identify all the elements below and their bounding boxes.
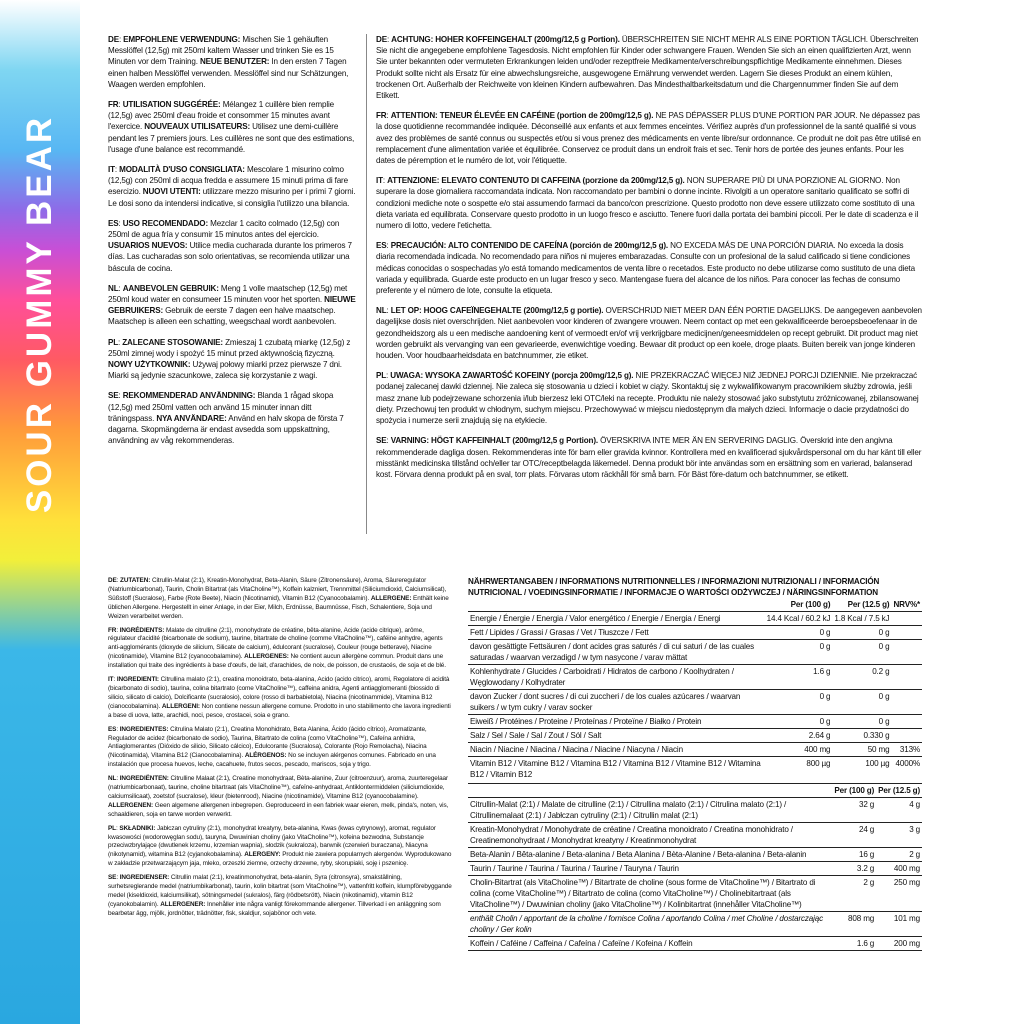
row-label: Kreatin-Monohydrat / Monohydrate de créatine / Creatina monoidrato / Creatina monohidrato / Creatinemonohydraat / Monohydrat kreatyny / Kreatinmonohydrat bbox=[468, 823, 832, 848]
row-value: 0 g bbox=[765, 626, 833, 640]
table-row bbox=[468, 612, 922, 626]
lang-code: ES bbox=[108, 725, 117, 733]
table-row bbox=[468, 912, 922, 937]
table-row bbox=[468, 626, 922, 640]
section-text: Mezclar 1 cacito colmado (12,5g) con 250ml de agua fría y consumir 15 minutos antes del ejercicio. bbox=[108, 218, 340, 240]
warning-block: DE: ACHTUNG: HOHER KOFFEINGEHALT (200mg/12,5 g Portion). ÜBERSCHREITEN SIE NICHT MEHR ALS EINE PORTION TÄGLICH. Überschreiten Sie nicht die angegebene empfohlene Tagesdosis. Nicht empfohlen für Kinder oder schwangere Frauen. Wenden Sie sich an einen qualifizierten Arzt, wenn Sie unter bekannten oder vermuteten Erkrankungen leiden und/oder rezeptfreie Medikamente/verschreibungspflichtige Medikamente einnehmen. Dieses Produkt sollte nicht als Ersatz für eine abwechslungsreiche, ausgewogene Ernährung verwendet werden. Lagern Sie dieses Produkt an einem kühlen, trockenen Ort. Außerhalb der Reichweite von kleinen Kindern aufbewahren. Das Mindesthaltbarkeitsdatum und die Chargennummer finden Sie auf dem Etikett. bbox=[376, 35, 919, 101]
usage-column bbox=[108, 34, 358, 456]
allergen-text: Geen algemene allergenen inbegrepen. Geproduceerd in een fabriek waar eieren, melk, pinda's, noten, vis, schaaldieren, soja en tarwe worden verwerkt. bbox=[108, 801, 449, 818]
lang-code: FR bbox=[108, 626, 117, 634]
ingredients-section bbox=[108, 577, 453, 924]
row-value: 0 g bbox=[765, 715, 833, 729]
ingredient-block: FR: INGRÉDIENTS: Malate de citrulline (2:1), monohydrate de créatine, bêta-alanine, Acide (acide citrique), arôme, régulateur d'acidité (bicarbonate de sodium), taurine, bitartrate de choline (comme VitaCholine™), caféine anhydre, agents anti-agglomérants (dioxyde de silicium, Silicate de calcium), édulcorant (sucralose), Couleur (rouge betterave), Niacine (nicotinamide), Vitamine B12 (cyanocobalamine). ALLERGENES: Ne contient aucun allergène commun. Produit dans une installation qui traite des ingrédients à base d'œufs, de lait, d'arachides, de noix, de poisson, de crustacés, de soja et de blé. bbox=[108, 626, 446, 670]
section-heading: INGREDIËNTEN: bbox=[119, 775, 169, 783]
nutrition-section bbox=[468, 576, 922, 953]
row-value: 0 g bbox=[832, 690, 891, 715]
row-value: 50 mg bbox=[832, 743, 891, 757]
row-value: 14.4 Kcal / 60.2 kJ bbox=[765, 612, 833, 626]
lang-code: NL bbox=[108, 775, 117, 783]
table-row bbox=[468, 823, 922, 848]
row-value: 200 mg bbox=[876, 937, 922, 951]
allergen-label: ALLERGENE: bbox=[370, 594, 412, 602]
table-row bbox=[468, 665, 922, 690]
section-heading: USO RECOMENDADO: bbox=[122, 218, 208, 228]
row-value: 0 g bbox=[832, 715, 891, 729]
section-text: Citrullin malat (2:1), kreatinmonohydrat, beta-alanin, Syra (citronsyra), smakställning, surhetsreglerande medel (natriumbikarbonat), taurin, kolin bitartrat (som VitaCholine™), vattenfritt koffein, klumpförebyggande medel (kiseldioxid, kalciumsilikat), sötningsmedel (sukralos), färg (rödbetsrött), Niacin (nikotinamid), vitamin B12 (cyanokobalamin). bbox=[108, 874, 452, 908]
ingredient-block: SE: INGREDIENSER: Citrullin malat (2:1), kreatinmonohydrat, beta-alanin, Syra (citronsyra), smakställning, surhetsreglerande medel (natriumbikarbonat), taurin, kolin bitartrat (som VitaCholine™), vattenfritt koffein, klumpförebyggande medel (kiseldioxid, kalciumsilikat), sötningsmedel (sukralos), färg (rödbetsrött), Niacin (nikotinamid), vitamin B12 (cyanokobalamin). ALLERGENER: Innehåller inte några vanligt förekommande allergener. Tillverkad i en anläggning som bearbetar ägg, mjölk, jordnötter, trädnötter, fisk, skaldjur, sojabönor och vete. bbox=[108, 874, 452, 917]
table-end bbox=[468, 951, 922, 954]
row-value bbox=[891, 640, 922, 665]
section-text: NO EXCEDA MÁS DE UNA PORCIÓN DIARIA. No exceda la dosis diaria recomendada indicada. No recomendado para niños ni mujeres embarazadas. Consulte con un profesional de la salud calificado si tiene condiciones médicas conocidas o sospechadas y/o está tomando medicamentos de venta libre o recetados. Este producto no debe utilizarse como sustituto de una dieta variada y equilibrada. Guarde este producto en un lugar fresco y seco. Mantengase fuera del alcance de los niños. Para conocer las fechas de consumo preferente y el número de lote, consulte la etiqueta. bbox=[376, 241, 916, 296]
section-text: Blanda 1 rågad skopa (12,5g) med 250ml vatten och använd 15 minuter innan ditt träningspass. bbox=[108, 391, 334, 423]
row-value: 4 g bbox=[876, 798, 922, 823]
row-label: enthält Cholin / apportant de la choline / fornisce Colina / aportando Colina / met Choline / dostarczając choliny / Ger kolin bbox=[468, 912, 832, 937]
section-text: ÖVERSKRIVA INTE MER ÄN EN SERVERING DAGLIG. Överskrid inte den angivna rekommenderade dagliga dosen. Rekommenderas inte för barn eller gravida kvinnor. Kontrollera med en kvalificerad sjukvårdspersonal om du har känt till eller misstänkt medicinska tillstånd och/eller tar OTC/receptbelagda läkemedel. Denna produkt bör inte användas som en ersättning som en varierad, balanserad kost. Förvara denna produkt på en sval, torr plats. Förvaras utom räckhåll för små barn. För Bäst före-datum och batchnummer, se etikett. bbox=[376, 436, 922, 479]
lang-code: FR bbox=[108, 100, 119, 110]
ingredient-block: NL: INGREDIËNTEN: Citrulline Malaat (2:1), Creatine monohydraat, Bèta-alanine, Zuur (citroenzuur), aroma, zuurteregelaar (natriumbicarbonaat), taurine, choline bitartraat (als VitaCholine™), cafeïne-anhydraat, Antiklontermiddelen (siliciumdioxide, calciumsilicaat), zoetstof (sucralose), kleur (bietenrood), Niacine (nicotinamide), Vitamine B12 (cyanocobalamine). ALLERGENEN: Geen algemene allergenen inbegrepen. Geproduceerd in een fabriek waar eieren, melk, pinda's, noten, vis, schaaldieren, soja en tarwe worden verwerkt. bbox=[108, 775, 449, 818]
row-value: 3 g bbox=[876, 823, 922, 848]
row-value bbox=[891, 715, 922, 729]
row-value: 16 g bbox=[832, 848, 876, 862]
usage-block: IT: MODALITÀ D'USO CONSIGLIATA: Mescolare 1 misurino colmo (12,5g) con 250ml di acqua fredda e assumere 15 minuti prima di fare esercizio. NUOVI UTENTI: utilizzare mezzo misurino per i primi 7 giorni. Le dosi sono da intendersi indicative, si consiglia l'utilizzo una bilancia. bbox=[108, 165, 356, 208]
lang-code: ES bbox=[108, 218, 119, 228]
warning-block: IT: ATTENZIONE: ELEVATO CONTENUTO DI CAFFEINA (porzione da 200mg/12,5 g). NON SUPERARE PIÙ DI UNA PORZIONE AL GIORNO. Non superare la dose giornaliera raccomandata indicata. Non raccomandato per bambini o donne incinte. Rivolgiti a un operatore sanitario qualificato se soffri di condizioni mediche note o sospette e/o stai assumendo farmaci da banco/con prescrizione. Questo prodotto non deve essere utilizzato come sostituto di una dieta variata ed equilibrata. Conservare questo prodotto in un luogo fresco e asciutto. Tenere fuori dalla portata dei bambini piccoli. Per le date di scadenza e il numero di lotto, vedere l'etichetta. bbox=[376, 176, 919, 231]
table-row bbox=[468, 743, 922, 757]
sub-text: In den ersten 7 Tagen einen halben Messlöffel verwenden. Messlöffel sind nur Schätzungen, Waagen werden empfohlen. bbox=[108, 57, 349, 89]
lang-code: NL bbox=[108, 283, 119, 293]
row-value: 0 g bbox=[832, 626, 891, 640]
row-label: Salz / Sel / Sale / Sal / Zout / Sól / Salt bbox=[468, 729, 765, 743]
section-text: NON SUPERARE PIÙ DI UNA PORZIONE AL GIORNO. Non superare la dose giornaliera raccomandata indicata. Non raccomandato per bambini o donne incinte. Rivolgiti a un operatore sanitario qualificato se soffri di condizioni mediche note o sospette e/o stai assumendo farmaci da banco/con prescrizione. Questo prodotto non deve essere utilizzato come sostituto di una dieta variata ed equilibrata. Conservare questo prodotto in un luogo fresco e asciutto. Tenere fuori dalla portata dei bambini piccoli. Per le date di scadenza e il numero di lotto, vedere l'etichetta. bbox=[376, 176, 919, 231]
table-row bbox=[468, 876, 922, 912]
header-spacer bbox=[468, 598, 765, 612]
allergen-text: Non contiene nessun allergene comune. Prodotto in uno stabilimento che lavora ingredienti a base di uova, latte, arachidi, noci, pesce, crostacei, soia e grano. bbox=[108, 702, 451, 719]
lang-code: FR bbox=[376, 111, 387, 121]
nutrition-table bbox=[468, 598, 922, 781]
lang-code: PL bbox=[376, 371, 387, 381]
row-label: Niacin / Niacine / Niacina / Niacina / Niacine / Niacyna / Niacin bbox=[468, 743, 765, 757]
row-value: 0 g bbox=[765, 640, 833, 665]
row-label: Energie / Énergie / Energia / Valor energético / Energie / Energia / Energi bbox=[468, 612, 765, 626]
section-text: Mescolare 1 misurino colmo (12,5g) con 250ml di acqua fredda e assumere 15 minuti prima di fare esercizio. bbox=[108, 165, 348, 197]
row-value: 24 g bbox=[832, 823, 876, 848]
subheading: NIEUWE GEBRUIKERS: bbox=[108, 295, 356, 316]
table-row bbox=[468, 798, 922, 823]
active-ingredients-table bbox=[468, 783, 922, 953]
subheading: NUOVI UTENTI: bbox=[142, 187, 201, 197]
allergen-label: ALÉRGENOS: bbox=[244, 752, 287, 760]
table-row bbox=[468, 937, 922, 951]
subheading: NYA ANVÄNDARE: bbox=[156, 413, 227, 423]
column-header: Per (100 g) bbox=[832, 784, 876, 798]
usage-block: ES: USO RECOMENDADO: Mezclar 1 cacito colmado (12,5g) con 250ml de agua fría y consumir 15 minutos antes del ejercicio. USUARIOS NUEVOS: Utilice media cucharada durante los primeros 7 días. Las cucharadas son solo orientativas, se recomienda utilizar una báscula de cocina. bbox=[108, 218, 352, 273]
row-value bbox=[891, 612, 922, 626]
lang-code: NL bbox=[376, 306, 387, 316]
section-heading: INGREDIENTES: bbox=[119, 725, 169, 733]
table-row bbox=[468, 715, 922, 729]
row-label: Taurin / Taurine / Taurina / Taurina / Taurine / Tauryna / Taurin bbox=[468, 862, 832, 876]
lang-code: SE bbox=[108, 874, 117, 882]
row-value: 313% bbox=[891, 743, 922, 757]
row-label: Vitamin B12 / Vitamine B12 / Vitamina B12 / Vitamina B12 / Vitamine B12 / Witamina B12 / Vitamin B12 bbox=[468, 757, 765, 782]
row-value: 2.64 g bbox=[765, 729, 833, 743]
allergen-label: ALERGENY: bbox=[244, 851, 281, 859]
table-row bbox=[468, 848, 922, 862]
row-value: 101 mg bbox=[876, 912, 922, 937]
table-row bbox=[468, 862, 922, 876]
column-divider bbox=[366, 34, 367, 534]
ingredient-block: IT: INGREDIENTI: Citrullina malato (2:1), creatina monoidrato, beta-alanina, Acido (acido citrico), aromi, Regolatore di acidità (bicarbonato di sodio), taurina, colina bitartrato (come VitaCholine™), caffeina anidra, Agenti antiagglomeranti (biossido di silicio, silicato di calcio), Dolcificante (sucralosio), colore (rosso di barbabietola), Niacina (nicotinammide), Vitamina B12 (cianocobalamina). ALLERGENI: Non contiene nessun allergene comune. Prodotto in uno stabilimento che lavora ingredienti a base di uova, latte, arachidi, noci, pesce, crostacei, soia e grano. bbox=[108, 676, 451, 719]
sub-text: utilizzare mezzo misurino per i primi 7 giorni. Le dosi sono da intendersi indicative, si consiglia l'utilizzo una bilancia. bbox=[108, 187, 356, 208]
row-value bbox=[891, 626, 922, 640]
usage-block: NL: AANBEVOLEN GEBRUIK: Meng 1 volle maatschep (12,5g) met 250ml koud water en consumeer 15 minuten voor het sporten. NIEUWE GEBRUIKERS: Gebruik de eerste 7 dagen een halve maatschep. Maatschep is alleen een schatting, weegschaal wordt aanbevolen. bbox=[108, 283, 356, 327]
row-value: 0.330 g bbox=[832, 729, 891, 743]
column-header: Per (100 g) bbox=[790, 600, 831, 609]
sub-text: Utilisez une demi-cuillère pendant les 7 premiers jours. Les cuillères ne sont que des estimations, l'usage d'une balance est recommandé. bbox=[108, 122, 355, 154]
subheading: USUARIOS NUEVOS: bbox=[108, 241, 188, 251]
row-label: Beta-Alanin / Bêta-alanine / Beta-alanina / Beta Alanina / Bèta-Alanine / Beta-alanina / Beta-alanin bbox=[468, 848, 832, 862]
row-value bbox=[891, 690, 922, 715]
table-header-row bbox=[468, 784, 922, 798]
allergen-text: Ne contient aucun allergène commun. Produit dans une installation qui traite des ingrédients à base d'œufs, de lait, d'arachides, de noix, de poisson, de crustacés, de soja et de blé. bbox=[108, 653, 446, 670]
section-heading: ATTENTION: TENEUR ÉLEVÉE EN CAFÉINE (portion de 200mg/12,5 g). bbox=[390, 111, 654, 121]
nutrition-title: NÄHRWERTANGABEN / INFORMATIONS NUTRITIONNELLES / INFORMAZIONI NUTRIZIONALI / INFORMACIÓN NUTRICIONAL / VOEDINGSINFORMATIE / INFORMACJE O WARTOŚCI ODŻYWCZEJ / NÄRINGSINFORMATION bbox=[468, 577, 880, 597]
usage-block: SE: REKOMMENDERAD ANVÄNDNING: Blanda 1 rågad skopa (12,5g) med 250ml vatten och använd 15 minuter innan ditt träningspass. NYA ANVÄNDARE: Använd en halv skopa de första 7 dagarna. Skopmängderna är endast avsedda som uppskattning, användning av våg rekommenderas. bbox=[108, 391, 344, 446]
section-text: NE PAS DÉPASSER PLUS D'UNE PORTION PAR JOUR. Ne dépassez pas la dose quotidienne recommandée indiquée. Déconseillé aux enfants et aux femmes enceintes. Vérifiez auprès d'un professionnel de la santé qualifié si vous avez des problèmes de santé connus ou suspectés et/ou si vous prenez des médicaments en vente libre/sur ordonnance. Ce produit ne doit pas être utilisé en remplacement d'une alimentation variée et équilibrée. Conservez ce produit dans un endroit frais et sec. Tenir hors de portée des jeunes enfants. Pour les dates de péremption et le numéro de lot, voir l'étiquette. bbox=[376, 111, 921, 166]
allergen-text: No se incluyen alérgenos comunes. Fabricado en una instalación que procesa huevos, leche, cacahuete, frutos secos, pescado, mariscos, soja y trigo. bbox=[108, 752, 436, 769]
row-value: 1.6 g bbox=[832, 937, 876, 951]
side-banner bbox=[0, 0, 80, 1024]
section-text: Citrulina Malato (2:1), Creatina Monohidrato, Beta Alanina, Ácido (ácido cítrico), Aromatizante, Regulador de acidez (bicarbonato de sodio), Taurina, Bitartrato de colina (como VitaCholine™), Cafeína anhidra, Antiaglomerantes (Dióxido de silicio, Silicato cálcico), Edulcorante (Sucralosa), Colorante (Rojo Remolacha), Niacina (Nicotinamida), Vitamina B12 (Cianocobalamina). bbox=[108, 725, 427, 760]
row-value: 32 g bbox=[832, 798, 876, 823]
section-heading: ZUTATEN: bbox=[120, 577, 151, 584]
warning-block: NL: LET OP: HOOG CAFEÏNEGEHALTE (200mg/12,5 g portie). OVERSCHRIJD NIET MEER DAN ÉÉN PORTIE DAGELIJKS. De aangegeven aanbevolen dagelijkse dosis niet overschrijden. Niet aanbevolen voor kinderen of zwangere vrouwen. Neem contact op met een gekwalificeerde beroepsbeoefenaar in de gezondheidszorg als u een medische aandoening kent of vermoedt en/of vrij verkrijgbare medicijnen/geneesmiddelen op recept gebruikt. Dit product mag niet worden gebruikt als vervanging van een gevarieerde, evenwichtige voeding. Bewaar dit product op een koele, droge plaats. Buiten bereik van jonge kinderen houden. Voor houdbaarheidsdata en batchnummer, zie etiket. bbox=[376, 306, 922, 361]
usage-block: DE: EMPFOHLENE VERWENDUNG: Mischen Sie 1 gehäuften Messlöffel (12,5g) mit 250ml kaltem Wasser und trinken Sie es 15 Minuten vor dem Training. NEUE BENUTZER: In den ersten 7 Tagen einen halben Messlöffel verwenden. Messlöffel sind nur Schätzungen, Waagen werden empfohlen. bbox=[108, 35, 349, 89]
product-name: SOUR GUMMY BEAR bbox=[20, 114, 59, 514]
table-end-cell bbox=[468, 951, 922, 954]
header-spacer bbox=[468, 784, 832, 798]
row-value: 100 µg bbox=[832, 757, 891, 782]
row-value: 2 g bbox=[832, 876, 876, 912]
row-value: 4000% bbox=[891, 757, 922, 782]
table-row bbox=[468, 690, 922, 715]
row-value: 3.2 g bbox=[832, 862, 876, 876]
section-text: Citrullina malato (2:1), creatina monoidrato, beta-alanina, Acido (acido citrico), aromi, Regolatore di acidità (bicarbonato di sodio), taurina, colina bitartrato (come VitaCholine™), caffeina anidra, Agenti antiagglomeranti (biossido di silicio, silicato di calcio), Dolcificante (sucralosio), colore (rosso di barbabietola), Niacina (nicotinammide), Vitamina B12 (cianocobalamina). bbox=[108, 676, 450, 710]
lang-code: DE bbox=[108, 35, 119, 44]
section-text: NIE PRZEKRACZAĆ WIĘCEJ NIŻ JEDNEJ PORCJI DZIENNIE. Nie przekraczać podanej zalecanej dawki dziennej. Nie zaleca się stosowania u dzieci i kobiet w ciąży. Skontaktuj się z wykwalifikowanym pracownikiem służby zdrowia, jeśli masz znane lub podejrzewane schorzenia i/lub bierzesz leki OTC/leki na recepte. Produktu nie należy stosować jako substytutu zróżnicowanej, zbilansowanej diety. Przechowuj ten produkt w chłodnym, suchym miejscu. Przechowywać w miejscu niedostępnym dla małych dzieci. Informacje o dacie przydatności do spożycia i numerze serii znajdują się na etykiecie. bbox=[376, 371, 919, 426]
section-text: Jabłczan cytruliny (2:1), monohydrat kreatyny, beta-alanina, Kwas (kwas cytrynowy), aromat, regulator kwasowości (wodorowęglan sodu), tauryna, Dwuwinian choliny (jako VitaCholine™), kofeina bezwodna, Substancje przeciwzbrylające (dwutlenek krzemu, krzemian wapnia), słodzik (sukraloza), barwnik (czerwień buraczana), Niacyna (nikotynamid), witamina B12 (cyjanokobalamina). bbox=[108, 824, 436, 859]
section-heading: REKOMMENDERAD ANVÄNDNING: bbox=[122, 391, 256, 401]
row-label: Cholin-Bitartrat (als VitaCholine™) / Bitartrate de choline (sous forme de VitaCholine™) / Bitartrato di colina (come VitaCholine™) / Bitartrato de colina (como VitaCholine™) / Cholinebitartraat (als VitaCholine™) / Dwuwinian choliny (jako VitaCholine™) / Kolinbitartrat (innehåller VitaCholine™) bbox=[468, 876, 832, 912]
lang-code: IT bbox=[108, 165, 115, 175]
row-label: Koffein / Caféine / Caffeina / Cafeína / Cafeïne / Kofeina / Koffein bbox=[468, 937, 832, 951]
warning-block: PL: UWAGA: WYSOKA ZAWARTOŚĆ KOFEINY (porcja 200mg/12,5 g). NIE PRZEKRACZAĆ WIĘCEJ NIŻ JEDNEJ PORCJI DZIENNIE. Nie przekraczać podanej zalecanej dawki dziennej. Nie zaleca się stosowania u dzieci i kobiet w ciąży. Skontaktuj się z wykwalifikowanym pracownikiem służby zdrowia, jeśli masz znane lub podejrzewane schorzenia i/lub bierzesz leki OTC/leki na recepte. Produktu nie należy stosować jako substytutu zróżnicowanej, zbilansowanej diety. Przechowuj ten produkt w chłodnym, suchym miejscu. Przechowywać w miejscu niedostępnym dla małych dzieci. Informacje o dacie przydatności do spożycia i numerze serii znajdują się na etykiecie. bbox=[376, 371, 919, 426]
usage-block: PL: ZALECANE STOSOWANIE: Zmieszaj 1 czubatą miarkę (12,5g) z 250ml zimnej wody i spożyć 15 minut przed aktywnością fizyczną. NOWY UŻYTKOWNIK: Używaj połowy miarki przez pierwsze 7 dni. Miarki są jedynie szacunkowe, zaleca się korzystanie z wagi. bbox=[108, 337, 351, 381]
allergen-label: ALLERGENI: bbox=[161, 702, 200, 710]
row-value: 808 mg bbox=[832, 912, 876, 937]
table-row bbox=[468, 729, 922, 743]
row-label: davon gesättigte Fettsäuren / dont acides gras saturés / di cui saturi / de las cuales saturadas / waarvan verzadigd / w tym nasycone / varav mättat bbox=[468, 640, 765, 665]
section-text: ÜBERSCHREITEN SIE NICHT MEHR ALS EINE PORTION TÄGLICH. Überschreiten Sie nicht die angegebene empfohlene Tagesdosis. Nicht empfohlen für Kinder oder schwangere Frauen. Wenden Sie sich an einen qualifizierten Arzt, wenn Sie unter bekannten oder vermuteten Erkrankungen leiden und/oder rezeptfreie Medikamente/verschreibungspflichtige Medikamente einnehmen. Dieses Produkt sollte nicht als Ersatz für eine abwechslungsreiche, ausgewogene Ernährung verwendet werden. Lagern Sie dieses Produkt an einem kühlen, trockenen Ort. Außerhalb der Reichweite von kleinen Kindern aufbewahren. Das Mindesthaltbarkeitsdatum und die Chargennummer finden Sie auf dem Etikett. bbox=[376, 35, 919, 101]
lang-code: DE bbox=[108, 577, 117, 584]
section-heading: INGRÉDIENTS: bbox=[119, 626, 165, 634]
warning-block: ES: PRECAUCIÓN: ALTO CONTENIDO DE CAFEÍNA (porción de 200mg/12,5 g). NO EXCEDA MÁS DE UNA PORCIÓN DIARIA. No exceda la dosis diaria recomendada indicada. No recomendado para niños ni mujeres embarazadas. Consulte con un profesional de la salud calificado si tiene condiciones médicas conocidas o sospechadas y/o está tomando medicamentos de venta libre o recetados. Este producto no debe utilizarse como sustituto de una dieta variada y equilibrada. Guarde este producto en un lugar fresco y seco. Mantengase fuera del alcance de los niños. Para conocer las fechas de consumo preferente y el número de lote, consulte la etiqueta. bbox=[376, 241, 916, 296]
section-heading: AANBEVOLEN GEBRUIK: bbox=[122, 283, 219, 293]
lang-code: ES bbox=[376, 241, 387, 251]
section-heading: SKŁADNIKI: bbox=[119, 824, 156, 832]
section-text: Mischen Sie 1 gehäuften Messlöffel (12,5g) mit 250ml kaltem Wasser und trinken Sie es 15 Minuten vor dem Training. bbox=[108, 35, 334, 67]
row-value: 400 mg bbox=[876, 862, 922, 876]
section-heading: LET OP: HOOG CAFEÏNEGEHALTE (200mg/12,5 g portie). bbox=[390, 306, 604, 316]
sub-text: Använd en halv skopa de första 7 dagarna. Skopmängderna är endast avsedda som uppskattning, användning av våg rekommenderas. bbox=[108, 413, 344, 446]
row-label: davon Zucker / dont sucres / di cui zuccheri / de los cuales azúcares / waarvan suikers / w tym cukry / varav socker bbox=[468, 690, 765, 715]
section-heading: UTILISATION SUGGÉRÉE: bbox=[122, 100, 221, 110]
section-heading: INGREDIENTI: bbox=[116, 676, 159, 684]
section-heading: PRECAUCIÓN: ALTO CONTENIDO DE CAFEÍNA (porción de 200mg/12,5 g). bbox=[390, 241, 669, 251]
section-heading: MODALITÀ D'USO CONSIGLIATA: bbox=[119, 165, 245, 175]
lang-code: SE bbox=[376, 436, 387, 446]
row-label: Fett / Lipides / Grassi / Grasas / Vet / Tłuszcze / Fett bbox=[468, 626, 765, 640]
section-text: Malate de citrulline (2:1), monohydrate de créatine, bêta-alanine, Acide (acide citrique), arôme, régulateur d'acidité (bicarbonate de sodium), taurine, bitartrate de choline (comme VitaCholine™), caféine anhydre, agents anti-agglomérants (dioxyde de silicium, Silicate de calcium), édulcorant (sucralose), Couleur (rouge betterave), Niacine (nicotinamide), Vitamine B12 (cyanocobalamine). bbox=[108, 626, 443, 661]
row-label: Kohlenhydrate / Glucides / Carboidrati / Hidratos de carbono / Koolhydraten / Węglowodany / Kolhydrater bbox=[468, 665, 765, 690]
table-row bbox=[468, 757, 922, 782]
sub-text: Gebruik de eerste 7 dagen een halve maatschep. Maatschep is alleen een schatting, weegschaal wordt aanbevolen. bbox=[108, 306, 337, 327]
section-text: Mélangez 1 cuillère bien remplie (12,5g) avec 250ml d'eau froide et consommer 15 minutes avant l'exercice. bbox=[108, 100, 334, 132]
ingredient-block: ES: INGREDIENTES: Citrulina Malato (2:1), Creatina Monohidrato, Beta Alanina, Ácido (ácido cítrico), Aromatizante, Regulador de acidez (bicarbonato de sodio), Taurina, Bitartrato de colina (como VitaCholine™), Cafeína anhidra, Antiaglomerantes (Dióxido de silicio, Silicato cálcico), Edulcorante (Sucralosa), Colorante (Rojo Remolacha), Niacina (Nicotinamida), Vitamina B12 (Cianocobalamina). ALÉRGENOS: No se incluyen alérgenos comunes. Fabricado en una instalación que procesa huevos, leche, cacahuete, frutos secos, pescado, mariscos, soja y trigo. bbox=[108, 725, 436, 769]
row-value: 2 g bbox=[876, 848, 922, 862]
subheading: NOWY UŻYTKOWNIK: bbox=[108, 360, 191, 370]
lang-code: IT bbox=[376, 176, 383, 186]
allergen-label: ALLERGENER: bbox=[160, 900, 206, 908]
section-text: Citrullin-Malat (2:1), Kreatin-Monohydrat, Beta-Alanin, Säure (Zitronensäure), Aroma, Säureregulator (Natriumbicarbonat), Taurin, Cholin Bitartrat (als VitaCholine™), Koffein kalzniert, Trennmittel (Siliciumdioxid, Calciumsilicat), Süßstoff (Sucralose), Farbe (Rote Beete), Niacin (Nicotinamid), Vitamin B12 (Cyanocobalamin). bbox=[108, 577, 447, 602]
lang-code: PL bbox=[108, 824, 116, 832]
column-header: NRV%* bbox=[893, 600, 920, 609]
section-text: Zmieszaj 1 czubatą miarkę (12,5g) z 250ml zimnej wody i spożyć 15 minut przed aktywnością fizyczną. bbox=[108, 337, 351, 358]
section-heading: VARNING: HÖGT KAFFEINHALT (200mg/12,5 g Portion). bbox=[390, 436, 598, 446]
table-header-row bbox=[468, 598, 922, 612]
section-heading: UWAGA: WYSOKA ZAWARTOŚĆ KOFEINY (porcja 200mg/12,5 g). bbox=[390, 371, 634, 381]
row-value: 0.2 g bbox=[832, 665, 891, 690]
lang-code: SE bbox=[108, 391, 119, 401]
row-value: 400 mg bbox=[765, 743, 833, 757]
sub-text: Utilice media cucharada durante los primeros 7 días. Las cucharadas son solo orientativas, se recomienda utilizar una báscula de cocina. bbox=[108, 241, 352, 273]
section-heading: EMPFOHLENE VERWENDUNG: bbox=[123, 35, 241, 44]
row-value bbox=[891, 729, 922, 743]
row-label: Citrullin-Malat (2:1) / Malate de citrulline (2:1) / Citrullina malato (2:1) / Citrulina malato (2:1) / Citrullinemalaat (2:1) / Jabłczan cytruliny (2:1) / Citrullin malat (2:1) bbox=[468, 798, 832, 823]
section-text: Citrulline Malaat (2:1), Creatine monohydraat, Bèta-alanine, Zuur (citroenzuur), aroma, zuurteregelaar (natriumbicarbonaat), taurine, choline bitartraat (als VitaCholine™), cafeïne-anhydraat, Antiklontermiddelen (siliciumdioxide, calciumsilicaat), zoetstof (sucralose), kleur (bietenrood), Niacine (nicotinamide), Vitamine B12 (cyanocobalamine). bbox=[108, 775, 449, 800]
allergen-text: Innehåller inte några vanligt förekommande allergener. Tillverkad i en anläggning som bearbetar ägg, mjölk, jordnötter, trädnötter, fisk, skaldjur, sojabönor och vete. bbox=[108, 900, 441, 917]
warning-block: FR: ATTENTION: TENEUR ÉLEVÉE EN CAFÉINE (portion de 200mg/12,5 g). NE PAS DÉPASSER PLUS D'UNE PORTION PAR JOUR. Ne dépassez pas la dose quotidienne recommandée indiquée. Déconseillé aux enfants et aux femmes enceintes. Vérifiez auprès d'un professionnel de la santé qualifié si vous avez des problèmes de santé connus ou suspectés et/ou si vous prenez des médicaments en vente libre/sur ordonnance. Ce produit ne doit pas être utilisé en remplacement d'une alimentation variée et équilibrée. Conservez ce produit dans un endroit frais et sec. Tenir hors de portée des jeunes enfants. Pour les dates de péremption et le numéro de lot, voir l'étiquette. bbox=[376, 111, 921, 166]
row-value: 1.6 g bbox=[765, 665, 833, 690]
ingredient-block: DE: ZUTATEN: Citrullin-Malat (2:1), Kreatin-Monohydrat, Beta-Alanin, Säure (Zitronensäure), Aroma, Säureregulator (Natriumbicarbonat), Taurin, Cholin Bitartrat (als VitaCholine™), Koffein kalzniert, Trennmittel (Siliciumdioxid, Calciumsilicat), Süßstoff (Sucralose), Farbe (Rote Beete), Niacin (Nicotinamid), Vitamin B12 (Cyanocobalamin). ALLERGENE: Enthält keine üblichen Allergene. Hergestellt in einer Anlage, in der Eier, Milch, Erdnüsse, Baumnüsse, Fisch, Schalentiere, Soja und Weizen verarbeitet werden. bbox=[108, 577, 449, 620]
column-header: Per (12.5 g) bbox=[876, 784, 922, 798]
row-label: Eiweiß / Protéines / Proteine / Proteínas / Proteïne / Białko / Protein bbox=[468, 715, 765, 729]
allergen-label: ALLERGENES: bbox=[244, 653, 289, 661]
section-text: OVERSCHRIJD NIET MEER DAN ÉÉN PORTIE DAGELIJKS. De aangegeven aanbevolen dagelijkse dosis niet overschrijden. Niet aanbevolen voor kinderen of zwangere vrouwen. Neem contact op met een gekwalificeerde beroepsbeoefenaar in de gezondheidszorg als u een medische aandoening kent of vermoedt en/of vrij verkrijgbare medicijnen/geneesmiddelen op recept gebruikt. Dit product mag niet worden gebruikt als vervanging van een gevarieerde, evenwichtige voeding. Bewaar dit product op een koele, droge plaats. Buiten bereik van jonge kinderen houden. Voor houdbaarheidsdata en batchnummer, zie etiket. bbox=[376, 306, 922, 361]
section-heading: ZALECANE STOSOWANIE: bbox=[122, 337, 223, 347]
section-text: Meng 1 volle maatschep (12,5g) met 250ml koud water en consumeer 15 minuten voor het sporten. bbox=[108, 283, 348, 305]
warning-block: SE: VARNING: HÖGT KAFFEINHALT (200mg/12,5 g Portion). ÖVERSKRIVA INTE MER ÄN EN SERVERING DAGLIG. Överskrid inte den angivna rekommenderade dagliga dosen. Rekommenderas inte för barn eller gravida kvinnor. Kontrollera med en kvalificerad sjukvårdspersonal om du har känt till eller misstänkt medicinska tillstånd och/eller tar OTC/receptbelagda läkemedel. Denna produkt bör inte användas som en ersättning som en varierad, balanserad kost. Förvara denna produkt på en sval, torr plats. Förvaras utom räckhåll för små barn. För Bäst före-datum och batchnummer, se etikett. bbox=[376, 436, 922, 479]
usage-block: FR: UTILISATION SUGGÉRÉE: Mélangez 1 cuillère bien remplie (12,5g) avec 250ml d'eau froide et consommer 15 minutes avant l'exercice. NOUVEAUX UTILISATEURS: Utilisez une demi-cuillère pendant les 7 premiers jours. Les cuillères ne sont que des estimations, l'usage d'une balance est recommandé. bbox=[108, 100, 355, 154]
row-value: 250 mg bbox=[876, 876, 922, 912]
row-value bbox=[891, 665, 922, 690]
warnings-column bbox=[376, 34, 922, 489]
allergen-label: ALLERGENEN: bbox=[108, 801, 154, 809]
lang-code: IT bbox=[108, 676, 114, 684]
allergen-text: Enthält keine üblichen Allergene. Hergestellt in einer Anlage, in der Eier, Milch, Erdnüsse, Baumnüsse, Fisch, Schalentiere, Soja und Weizen verarbeitet werden. bbox=[108, 594, 449, 620]
subheading: NOUVEAUX UTILISATEURS: bbox=[144, 122, 251, 132]
ingredient-block: PL: SKŁADNIKI: Jabłczan cytruliny (2:1), monohydrat kreatyny, beta-alanina, Kwas (kwas cytrynowy), aromat, regulator kwasowości (wodorowęglan sodu), tauryna, Dwuwinian choliny (jako VitaCholine™), kofeina bezwodna, Substancje przeciwzbrylające (dwutlenek krzemu, krzemian wapnia), słodzik (sukraloza), barwnik (czerwień buraczana), Niacyna (nikotynamid), witamina B12 (cyjanokobalamina). ALERGENY: Produkt nie zawiera popularnych alergenów. Wyprodukowano w zakładzie przetwarzającym jaja, mleko, orzeszki ziemne, orzechy drzewne, ryby, skorupiaki, soję i pszenicę. bbox=[108, 824, 452, 868]
table-row bbox=[468, 640, 922, 665]
lang-code: DE bbox=[376, 35, 387, 44]
sub-text: Używaj połowy miarki przez pierwsze 7 dni. Miarki są jedynie szacunkowe, zaleca się korzystanie z wagi. bbox=[108, 360, 342, 381]
column-header: Per (12.5 g) bbox=[847, 600, 890, 609]
row-value: 800 µg bbox=[765, 757, 833, 782]
section-heading: ACHTUNG: HOHER KOFFEINGEHALT (200mg/12,5 g Portion). bbox=[391, 35, 620, 44]
lang-code: PL bbox=[108, 337, 119, 347]
subheading: NEUE BENUTZER: bbox=[199, 57, 270, 67]
row-value: 0 g bbox=[832, 640, 891, 665]
section-heading: INGREDIENSER: bbox=[119, 874, 170, 882]
allergen-text: Produkt nie zawiera popularnych alergenów. Wyprodukowano w zakładzie przetwarzającym jaja, mleko, orzeszki ziemne, orzechy drzewne, ryby, skorupiaki, soję i pszenicę. bbox=[108, 851, 452, 868]
row-value: 1.8 Kcal / 7.5 kJ bbox=[832, 612, 891, 626]
section-heading: ATTENZIONE: ELEVATO CONTENUTO DI CAFFEINA (porzione da 200mg/12,5 g). bbox=[387, 176, 685, 186]
row-value: 0 g bbox=[765, 690, 833, 715]
